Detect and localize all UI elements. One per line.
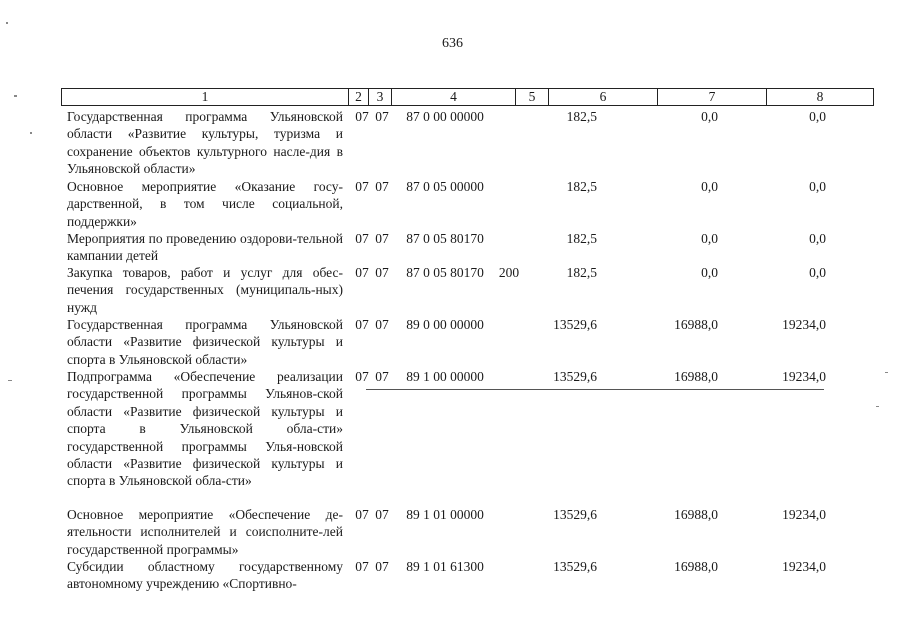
column-header-table [61, 88, 874, 106]
row-value-col6: 13529,6 [553, 369, 597, 384]
row-subsection: 07 [375, 317, 389, 332]
header-col-5: 5 [516, 89, 549, 106]
row-value-col7: 16988,0 [674, 559, 718, 574]
row-expense-type: 200 [498, 265, 520, 280]
row-name: Подпрограмма «Обеспечение реализации государственной программы Ульянов-ской области «Развитие физической культуры и спорта в Ульяновской обла-сти» государственной программы Улья-новской области «Развитие физической культуры и спорта в Ульяновской обла-сти» [67, 369, 343, 489]
row-target-article: 87 0 00 00000 [406, 109, 484, 124]
row-value-col6: 182,5 [566, 179, 597, 194]
row-section: 07 [355, 265, 369, 280]
row-target-article: 87 0 05 00000 [406, 179, 484, 194]
row-value-col8: 0,0 [809, 179, 826, 194]
header-col-7: 7 [658, 89, 767, 106]
row-subsection: 07 [375, 109, 389, 124]
row-subsection: 07 [375, 369, 389, 384]
row-value-col8: 19234,0 [782, 507, 826, 522]
row-target-article: 87 0 05 80170 [406, 265, 484, 280]
header-col-2: 2 [349, 89, 369, 106]
row-section: 07 [355, 179, 369, 194]
page-number: 636 [442, 36, 463, 51]
row-value-col6: 13529,6 [553, 559, 597, 574]
row-name: Государственная программа Ульяновской области «Развитие физической культуры и спорта в Ульяновской области» [67, 317, 343, 367]
row-value-col7: 0,0 [701, 109, 718, 124]
row-subsection: 07 [375, 559, 389, 574]
header-col-3: 3 [369, 89, 392, 106]
row-value-col7: 16988,0 [674, 369, 718, 384]
row-subsection: 07 [375, 507, 389, 522]
row-target-article: 89 1 00 00000 [406, 369, 484, 384]
row-value-col7: 0,0 [701, 179, 718, 194]
scan-speck [876, 406, 879, 407]
header-col-1: 1 [62, 89, 349, 106]
row-target-article: 87 0 05 80170 [406, 231, 484, 246]
row-value-col6: 13529,6 [553, 507, 597, 522]
row-section: 07 [355, 507, 369, 522]
row-section: 07 [355, 369, 369, 384]
row-section: 07 [355, 231, 369, 246]
row-section: 07 [355, 109, 369, 124]
header-col-4: 4 [392, 89, 516, 106]
row-name: Основное мероприятие «Оказание госу-дарственной, в том числе социальной, поддержки» [67, 179, 343, 229]
row-value-col8: 0,0 [809, 231, 826, 246]
row-value-col8: 19234,0 [782, 559, 826, 574]
row-value-col8: 0,0 [809, 265, 826, 280]
underline-rule [366, 389, 824, 390]
row-name: Основное мероприятие «Обеспечение де-ятельности исполнителей и соисполните-лей государственной программы» [67, 507, 343, 557]
row-value-col7: 16988,0 [674, 507, 718, 522]
row-subsection: 07 [375, 231, 389, 246]
row-value-col6: 182,5 [566, 265, 597, 280]
scan-speck [6, 22, 8, 24]
row-section: 07 [355, 317, 369, 332]
row-name: Закупка товаров, работ и услуг для обес-печения государственных (муниципаль-ных) нужд [67, 265, 343, 315]
scan-speck [14, 95, 17, 97]
row-name: Мероприятия по проведению оздорови-тельной кампании детей [67, 231, 343, 264]
row-value-col6: 13529,6 [553, 317, 597, 332]
scan-speck [885, 372, 888, 373]
row-value-col7: 0,0 [701, 265, 718, 280]
row-target-article: 89 1 01 00000 [406, 507, 484, 522]
row-section: 07 [355, 559, 369, 574]
scan-speck [30, 132, 32, 134]
header-col-8: 8 [767, 89, 874, 106]
row-value-col6: 182,5 [566, 231, 597, 246]
row-target-article: 89 1 01 61300 [406, 559, 484, 574]
row-target-article: 89 0 00 00000 [406, 317, 484, 332]
row-subsection: 07 [375, 265, 389, 280]
header-col-6: 6 [549, 89, 658, 106]
row-value-col8: 19234,0 [782, 317, 826, 332]
scan-speck [8, 380, 12, 381]
row-subsection: 07 [375, 179, 389, 194]
row-value-col6: 182,5 [566, 109, 597, 124]
row-value-col8: 0,0 [809, 109, 826, 124]
row-value-col7: 16988,0 [674, 317, 718, 332]
row-value-col7: 0,0 [701, 231, 718, 246]
row-value-col8: 19234,0 [782, 369, 826, 384]
row-name: Субсидии областному государственному автономному учреждению «Спортивно- [67, 559, 343, 592]
row-name: Государственная программа Ульяновской области «Развитие культуры, туризма и сохранение объектов культурного насле-дия в Ульяновской области» [67, 109, 343, 177]
